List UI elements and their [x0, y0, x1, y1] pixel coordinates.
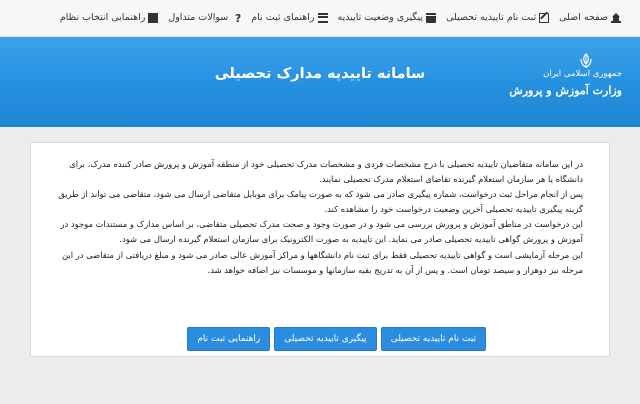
logo-republic-text: جمهوری اسلامی ایران — [543, 69, 622, 79]
nav-system-guide[interactable] — [55, 13, 163, 23]
nav-guide-label: راهنمای ثبت نام — [251, 12, 315, 24]
emblem-icon — [578, 53, 594, 69]
nav-faq-label: سوالات متداول — [168, 12, 229, 24]
guide-button[interactable]: راهنمایی ثبت نام — [187, 327, 270, 351]
home-icon — [611, 13, 621, 23]
nav-guide[interactable] — [246, 13, 332, 23]
nav-faq[interactable] — [163, 13, 246, 23]
action-buttons — [187, 327, 486, 351]
book-icon — [148, 13, 158, 23]
intro-text — [55, 157, 583, 278]
nav-home-label: صفحه اصلی — [559, 12, 608, 24]
track-button[interactable]: پیگیری تاییدیه تحصیلی — [274, 327, 376, 351]
header-banner — [0, 37, 640, 127]
question-icon: ? — [234, 12, 242, 25]
top-navigation — [0, 0, 640, 37]
edit-icon — [539, 13, 549, 23]
nav-home[interactable] — [554, 13, 626, 23]
nav-register-label: ثبت نام تاییدیه تحصیلی — [446, 12, 537, 24]
nav-system-guide-label: راهنمایی انتخاب نظام — [59, 12, 146, 24]
logo-ministry-text: وزارت آموزش و پرورش — [509, 84, 622, 97]
intro-paragraph: پس از انجام مراحل ثبت درخواست، شماره پیگیری صادر می شود که به صورت پیامک برای موبایل متقاضی ارسال می شود، متقاضی می تواند از طریق گزینه پیگیری تاییدیه تحصیلی آخرین وضعیت درخواست خود را مشاهده کند. — [58, 189, 583, 215]
nav-track[interactable] — [333, 13, 442, 23]
intro-paragraph: این درخواست در مناطق آموزش و پرورش بررسی می شود و در صورت وجود و صحت مدرک تحصیلی متقاضی، بر اساس مدارک و مستندات موجود در آموزش و پرورش گواهی تاییدیه تحصیلی صادر می نماید. این تاییدیه به صورت الکترونیک برای سازمان استعلام گیرنده ارسال می شود. — [60, 219, 583, 245]
list-icon — [318, 13, 328, 23]
ministry-logo[interactable] — [509, 53, 622, 117]
nav-track-label: پیگیری وضعیت تاییدیه — [337, 12, 424, 24]
card-icon — [426, 13, 436, 23]
intro-paragraph: در این سامانه متقاضیان تاییدیه تحصیلی با درج مشخصات فردی و مشخصات مدرک تحصیلی خود از منطقه آموزش و پرورش صادر کننده مدرک، برای دانشگاه یا هر سازمان استعلام گیرنده تقاضای استعلام مدرک تحصیلی نمایند. — [69, 159, 583, 185]
intro-card — [30, 142, 610, 357]
register-button[interactable]: ثبت نام تاییدیه تحصیلی — [381, 327, 486, 351]
nav-register[interactable] — [441, 13, 554, 23]
intro-paragraph: این مرحله آزمایشی است و گواهی تاییدیه تحصیلی فقط برای ثبت نام دانشگاهها و مراکز آموزش عالی صادر می شود و مبلغ دریافتی از متقاضی در این مرحله نیز دوهزار و سیصد تومان است. و پس از آن به تدریج بقیه سازمانها و موسسات نیز اضافه خواهد شد. — [62, 249, 583, 275]
page-title: سامانه تاییدیه مدارک تحصیلی — [214, 66, 426, 82]
